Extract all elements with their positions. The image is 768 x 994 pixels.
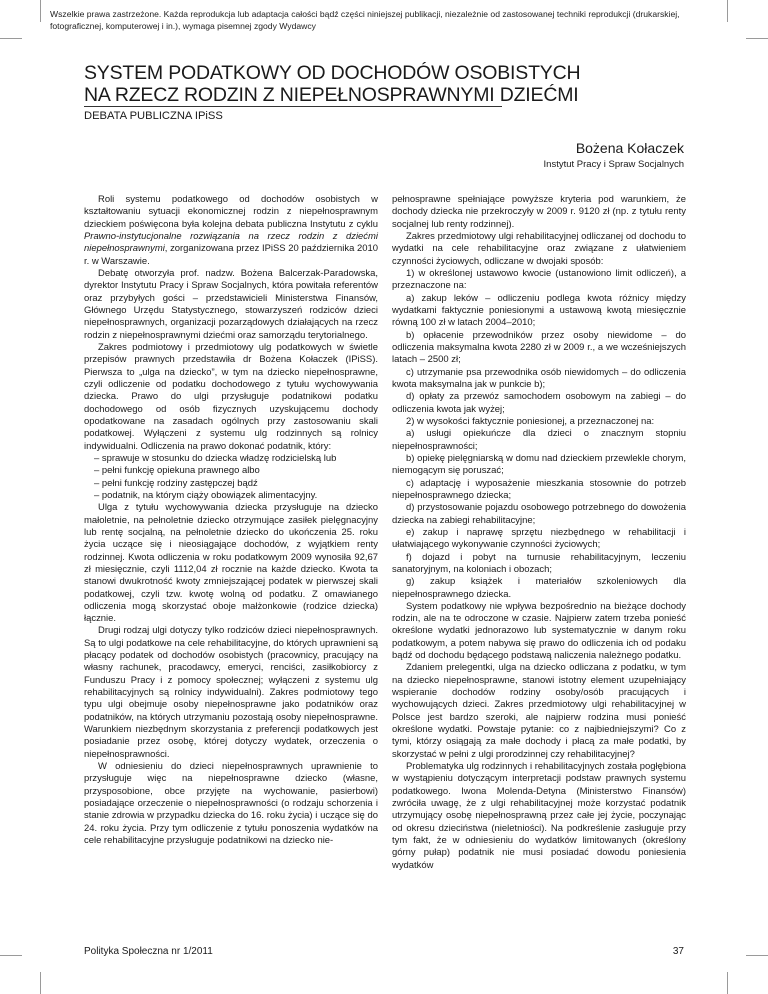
- page-number: 37: [672, 946, 684, 957]
- paragraph: Zakres przedmiotowy ulgi rehabilitacyjnej odliczanej od dochodu to wydatki na cele rehabilitacyjne oraz związane z ułatwieniem czynności życiowych, odliczane w dwojaki sposób:: [392, 230, 686, 267]
- paragraph: Roli systemu podatkowego od dochodów osobistych w kształtowaniu sytuacji ekonomicznej rodzin z niepełnosprawnym dzieckiem poświęcona była kolejna debata publiczna Instytutu z cyklu Prawno-instytucjonalne rozwiązania na rzecz rodzin z dziećmi niepełnosprawnymi, zorganizowana przez IPiSS 20 października 2010 r. w Warszawie.: [84, 194, 378, 267]
- title-line-2: NA RZECZ RODZIN Z NIEPEŁNOSPRAWNYMI DZIEĆMI: [84, 84, 579, 106]
- list-item: e) zakup i naprawę sprzętu niezbędnego w rehabilitacji i ułatwiającego wykonywanie czynności życiowych;: [392, 526, 686, 551]
- list-item: d) przystosowanie pojazdu osobowego potrzebnego do dowożenia dziecka na zabiegi rehabilitacyjne;: [392, 502, 686, 526]
- article-title: [84, 62, 684, 106]
- copyright-notice: Wszelkie prawa zastrzeżone. Każda reprodukcja lub adaptacja całości bądź części niniejszej publikacji, niezależnie od zastosowanej techniki reprodukcji (drukarskiej, fotograficznej, komputerowej i in.), wymaga pisemnej zgody Wydawcy: [50, 9, 680, 31]
- paragraph: Drugi rodzaj ulgi dotyczy tylko rodziców dzieci niepełnosprawnych. Są to ulgi podatkowe na cele rehabilitacyjne, do których uprawnieni są płacący podatek od dochodów osobistych (pracownicy, pracujący na własny rachunek, pracodawcy, emeryci, renciści, zasiłkobiorcy z Funduszu Pracy i z pomocy społecznej; wyłączeni z systemu ulg rehabilitacyjnych są rolnicy indywidualni). Zakres podmiotowy tego typu ulgi obejmuje osoby niepełnosprawne jako podatników oraz podatników, na których utrzymaniu pozostają osoby niepełnosprawne. Warunkiem niezbędnym skorzystania z preferencji podatkowych jest posiadanie przez osobę, której dotyczy wydatek, orzeczenia o niepełnosprawności.: [84, 625, 378, 760]
- title-line-1: SYSTEM PODATKOWY OD DOCHODÓW OSOBISTYCH: [84, 62, 581, 84]
- crop-mark: [727, 972, 728, 994]
- paragraph: pełnosprawne spełniające powyższe kryteria pod warunkiem, że dochody dziecka nie przekroczyły w 2009 r. 9120 zł (np. z tytułu renty socjalnej lub renty rodzinnej).: [392, 194, 686, 230]
- paragraph: Zakres podmiotowy i przedmiotowy ulg podatkowych w świetle przepisów prawnych przedstawiła dr Bożena Kołaczek (IPiSS). Pierwsza to „ulga na dziecko”, w tym na dziecko niepełnosprawne, czyli odliczenie od podatku dochodowego z tytułu wychowywania dziecka. Prawo do ulgi przysługuje podatnikowi podatku dochodowego od osób fizycznych uzyskującemu dochody opodatkowane na zasadach ogólnych przy zastosowaniu skali podatkowej. Wyłączeni z systemu ulg rodzinnych są rolnicy indywidualni. Odliczenia na prawo dokonać podatnik, który:: [84, 341, 378, 452]
- crop-mark: [0, 38, 22, 39]
- list-item: c) utrzymanie psa przewodnika osób niewidomych – do odliczenia kwota maksymalna jak w punkcie b);: [392, 366, 686, 390]
- paragraph: System podatkowy nie wpływa bezpośrednio na bieżące dochody rodzin, ale na te odroczone w czasie. Najpierw zatem trzeba ponieść określone wydatki jednorazowo lub systematycznie w danym roku podatkowym, a potem nabywa się prawo do odliczenia ich od podaku bądź od dochodu będącego podstawą naliczenia należnego podatku.: [392, 600, 686, 662]
- paragraph: Debatę otworzyła prof. nadzw. Bożena Balcerzak-Paradowska, dyrektor Instytutu Pracy i Spraw Socjalnych, która powitała referentów oraz przybyłych gości – przedstawicieli Ministerstwa Finansów, Głównego Urzędu Statystycznego, stowarzyszeń rodziców dzieci niepełnosprawnych, organizacji pozarządowych działających na rzecz rodzin z niepełnosprawnymi dziećmi oraz samorządu terytorialnego.: [84, 267, 378, 341]
- dash-list-item: – pełni funkcję rodziny zastępczej bądź: [94, 477, 258, 489]
- dash-list-item: – pełni funkcję opiekuna prawnego albo: [94, 465, 260, 477]
- list-item: b) opłacenie przewodników przez osoby niewidome – do odliczenia maksymalna kwota 2280 zł w 2009 r., a we wcześniejszych latach – 2500 zł;: [392, 329, 686, 366]
- list-item: 2) w wysokości faktycznie poniesionej, a przeznaczonej na:: [406, 415, 655, 427]
- author-affiliation: Instytut Pracy i Spraw Socjalnych: [543, 159, 684, 170]
- list-item: a) zakup leków – odliczeniu podlega kwota różnicy między wydatkami faktycznie poniesionymi a ustawową kwotą miesięcznie równą 100 zł w latach 2004–2010;: [392, 292, 686, 329]
- paragraph: Ulga z tytułu wychowywania dziecka przysługuje na dziecko małoletnie, na pełnoletnie dziecko otrzymujące zasiłek pielęgnacyjny lub rentę socjalną, na pełnoletnie dziecko do ukończenia 25. roku życia uczące się i nieosiągające dochodów, z wyjątkiem renty rodzinnej. Kwota odliczenia w roku podatkowym 2009 wynosiła 92,67 zł miesięcznie, czyli 1112,04 zł rocznie na każde dziecko. Kwota ta stanowi dwukrotność kwoty zmniejszającej podatek w pierwszej skali podatkowej, czyli tzw. kwotę wolną od podatku. Z omawianego odliczenia mogą skorzystać oboje małżonkowie (rodzice dziecka) łącznie.: [84, 502, 378, 625]
- crop-mark: [40, 972, 41, 994]
- list-item: g) zakup książek i materiałów szkoleniowych dla niepełnosprawnego dziecka.: [392, 576, 686, 600]
- author-name: Bożena Kołaczek: [575, 140, 684, 156]
- article-subtitle: DEBATA PUBLICZNA IPiSS: [84, 110, 223, 122]
- list-item: d) opłaty za przewóz samochodem osobowym na zabiegi – do odliczenia kwota jak wyżej;: [392, 391, 686, 415]
- list-item: f) dojazd i pobyt na turnusie rehabilitacyjnym, leczeniu sanatoryjnym, na koloniach i obozach;: [392, 551, 686, 575]
- list-item: a) usługi opiekuńcze dla dzieci o znacznym stopniu niepełnosprawności;: [392, 428, 686, 452]
- list-item: 1) w określonej ustawowo kwocie (ustanowiono limit odliczeń), a przeznaczone na:: [392, 267, 686, 292]
- crop-mark: [746, 38, 768, 39]
- crop-mark: [40, 0, 41, 22]
- crop-mark: [746, 955, 768, 956]
- crop-mark: [0, 955, 22, 956]
- crop-mark: [727, 0, 728, 22]
- title-underline: [84, 106, 502, 107]
- text-column-left: [84, 194, 378, 847]
- dash-list-item: – podatnik, na którym ciąży obowiązek alimentacyjny.: [94, 489, 318, 501]
- paragraph: W odniesieniu do dzieci niepełnosprawnych uprawnienie to przysługuje więc na niepełnosprawne dziecko (własne, przysposobione, obce przyjęte na wychowanie, pasierbowi) posiadające orzeczenie o niepełnosprawności (o rodzaju schorzenia i stanie zdrowia w przypadku dziecka do 16. roku życia) i uczące się do 24. roku życia. Przy tym odliczenie z tytułu ponoszenia wydatków na cele rehabilitacyjne przysługuje podatnikowi na dziecko nie-: [84, 761, 378, 847]
- dash-list-item: – sprawuje w stosunku do dziecka władzę rodzicielską lub: [94, 452, 337, 464]
- list-item: c) adaptację i wyposażenie mieszkania stosownie do potrzeb niepełnosprawnego dziecka;: [392, 477, 686, 501]
- paragraph: Problematyka ulg rodzinnych i rehabilitacyjnych została pogłębiona w wystąpieniu dotyczącym interpretacji podstaw prawnych systemu podatkowego. Iwona Molenda-Detyna (Ministerstwo Finansów) zwróciła uwagę, że z ulgi rehabilitacyjnej może korzystać podatnik utrzymujący osobę niepełnosprawną przez całe jej życie, poczynając od okresu dzieciństwa (nieletniości). Na podkreślenie zasługuje przy tym fakt, że w odniesieniu do wydatków limitowanych (określony górny pułap) podatnik nie musi posiadać dowodu poniesienia wydatków: [392, 761, 686, 871]
- list-item: b) opiekę pielęgniarską w domu nad dzieckiem przewlekle chorym, niemogącym się poruszać;: [392, 452, 686, 477]
- text-column-right: [392, 194, 686, 872]
- journal-footer: Polityka Społeczna nr 1/2011: [84, 946, 213, 957]
- paragraph: Zdaniem prelegentki, ulga na dziecko odliczana z podatku, w tym na dziecko niepełnosprawne, stanowi istotny element uzupełniający wspieranie dochodów rodziny osoby/osób pracujących i wychowujących dzieci. Zakres przedmiotowy ulgi rehabilitacyjnej w Polsce jest bardzo szeroki, ale najpierw rodzina musi ponieść określone wydatki. Powstaje pytanie: co z najbiedniejszymi? Co z tymi, którzy osiągają za małe dochody i płacą za małe podatki, by skorzystać w pełni z ulgi prorodzinnej czy rehabilitacyjnej?: [392, 662, 686, 760]
